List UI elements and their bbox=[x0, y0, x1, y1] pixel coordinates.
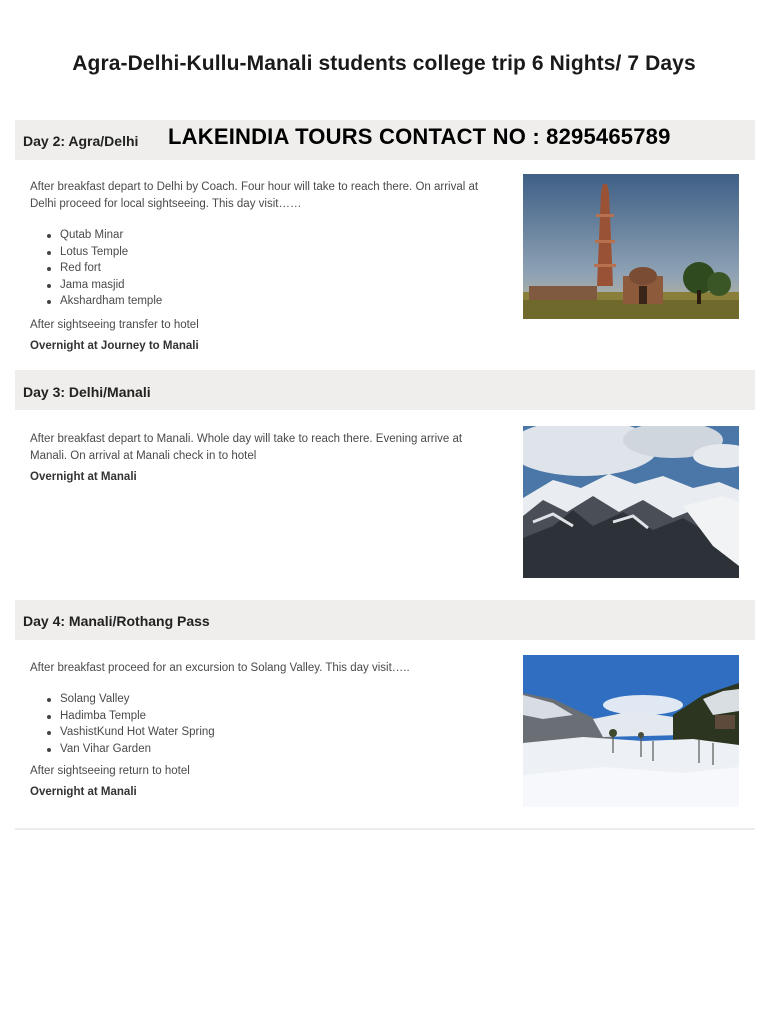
list-item: Akshardham temple bbox=[44, 293, 162, 310]
day-3-header bbox=[15, 370, 755, 410]
page-title: Agra-Delhi-Kullu-Manali students college trip 6 Nights/ 7 Days bbox=[72, 52, 696, 75]
day-4-overnight: Overnight at Manali bbox=[30, 786, 137, 798]
list-item: Qutab Minar bbox=[44, 227, 162, 244]
day-4-after: After sightseeing return to hotel bbox=[30, 765, 190, 777]
day-2-places bbox=[44, 227, 162, 310]
list-item: Hadimba Temple bbox=[44, 708, 215, 725]
list-item: Van Vihar Garden bbox=[44, 741, 215, 758]
day-3-heading: Day 3: Delhi/Manali bbox=[23, 384, 151, 400]
snow-mountains-photo bbox=[523, 426, 739, 578]
day-4-places bbox=[44, 691, 215, 757]
day-4-header bbox=[15, 600, 755, 640]
list-item: Jama masjid bbox=[44, 277, 162, 294]
day-3-overnight: Overnight at Manali bbox=[30, 471, 137, 483]
day-3-intro: After breakfast depart to Manali. Whole day will take to reach there. Evening arrive at Manali. On arrival at Manali check in to hotel bbox=[30, 433, 463, 462]
snow-valley-photo bbox=[523, 655, 739, 807]
list-item: Lotus Temple bbox=[44, 244, 162, 261]
day-4-intro: After breakfast proceed for an excursion to Solang Valley. This day visit….. bbox=[30, 662, 410, 674]
list-item: VashistKund Hot Water Spring bbox=[44, 724, 215, 741]
day-2-heading: Day 2: Agra/Delhi bbox=[23, 133, 139, 149]
day-4-heading: Day 4: Manali/Rothang Pass bbox=[23, 613, 210, 629]
contact-banner: LAKEINDIA TOURS CONTACT NO : 8295465789 bbox=[168, 124, 671, 149]
day-2-after: After sightseeing transfer to hotel bbox=[30, 319, 199, 331]
day-2-intro: After breakfast depart to Delhi by Coach. Four hour will take to reach there. On arrival at Delhi proceed for local sightseeing. This day visit…… bbox=[30, 181, 479, 210]
list-item: Red fort bbox=[44, 260, 162, 277]
day-2-header bbox=[15, 120, 755, 160]
day-2-overnight: Overnight at Journey to Manali bbox=[30, 340, 199, 352]
qutub-minar-photo bbox=[523, 174, 739, 319]
list-item: Solang Valley bbox=[44, 691, 215, 708]
divider bbox=[15, 828, 755, 830]
